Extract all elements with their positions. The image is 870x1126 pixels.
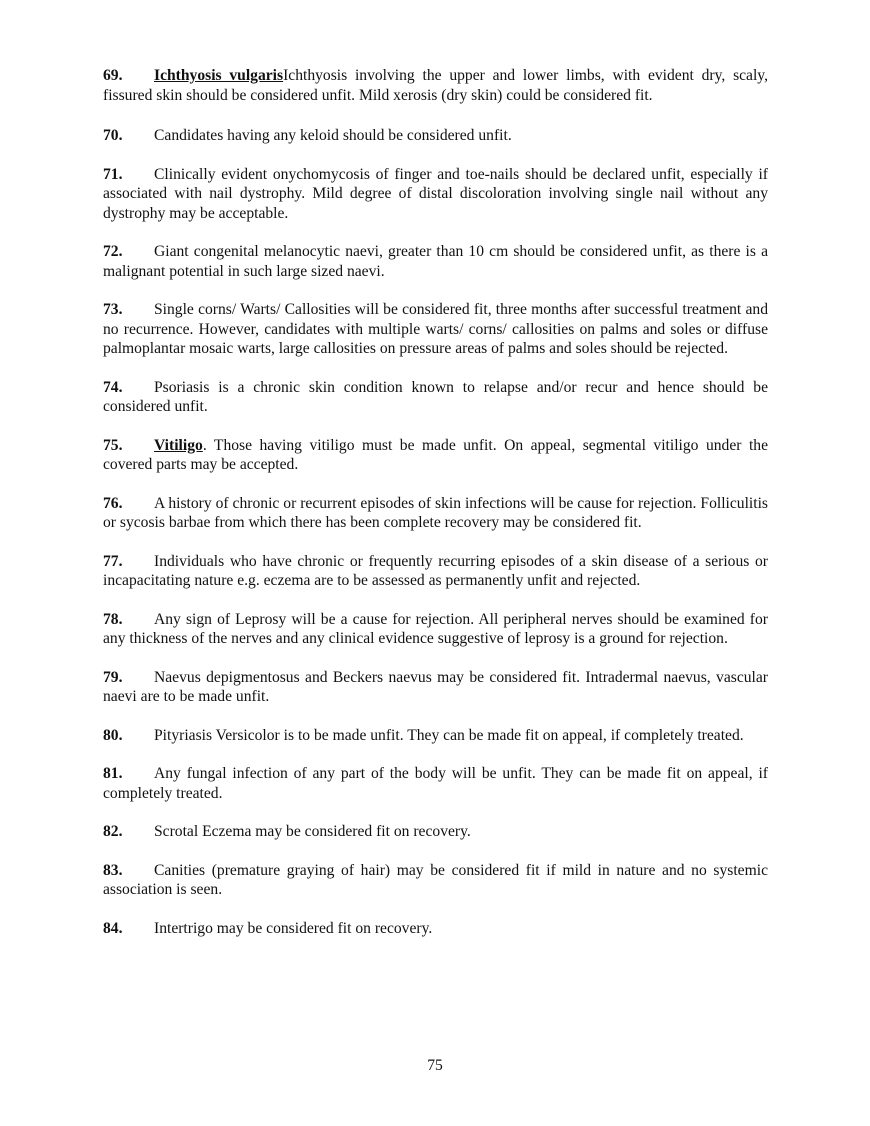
paragraph-text: Scrotal Eczema may be considered fit on recovery. bbox=[154, 823, 471, 840]
paragraph-80 bbox=[103, 726, 768, 746]
paragraph-text: Ichthyosis involving the upper and lower limbs, with evident dry, scaly, fissured skin should be considered unfit. Mild xerosis (dry skin) could be considered fit. bbox=[103, 67, 768, 104]
paragraph-78 bbox=[103, 610, 768, 649]
paragraph-number: 84. bbox=[103, 919, 123, 937]
paragraph-72 bbox=[103, 242, 768, 281]
paragraph-number: 77. bbox=[103, 552, 123, 570]
paragraph-number: 75. bbox=[103, 436, 123, 454]
paragraph-number: 72. bbox=[103, 243, 123, 260]
paragraph-73 bbox=[103, 300, 768, 359]
paragraph-text: Individuals who have chronic or frequently recurring episodes of a skin disease of a serious or incapacitating nature e.g. eczema are to be assessed as permanently unfit and rejected. bbox=[103, 552, 768, 589]
paragraph-70 bbox=[103, 126, 768, 146]
paragraph-number: 74. bbox=[103, 378, 123, 396]
paragraph-number: 69. bbox=[103, 67, 123, 84]
paragraph-number: 73. bbox=[103, 301, 123, 318]
paragraph-69 bbox=[103, 66, 768, 105]
document-body bbox=[103, 66, 768, 957]
paragraph-text: Intertrigo may be considered fit on recovery. bbox=[154, 919, 433, 937]
page-number: 75 bbox=[427, 1057, 443, 1074]
paragraph-74 bbox=[103, 378, 768, 417]
paragraph-71 bbox=[103, 165, 768, 224]
paragraph-text: . Those having vitiligo must be made unfit. On appeal, segmental vitiligo under the covered parts may be accepted. bbox=[103, 436, 768, 473]
paragraph-76 bbox=[103, 494, 768, 533]
paragraph-number: 79. bbox=[103, 668, 123, 686]
paragraph-text: Clinically evident onychomycosis of finger and toe-nails should be declared unfit, especially if associated with nail dystrophy. Mild degree of distal discoloration involving single nail without any dystrophy may be acceptable. bbox=[103, 165, 768, 222]
paragraph-text: A history of chronic or recurrent episodes of skin infections will be cause for rejection. Folliculitis or sycosis barbae from which there has been complete recovery may be considered fit. bbox=[103, 494, 768, 531]
paragraph-number: 78. bbox=[103, 610, 123, 628]
paragraph-text: Psoriasis is a chronic skin condition known to relapse and/or recur and hence should be considered unfit. bbox=[103, 378, 768, 415]
paragraph-number: 76. bbox=[103, 494, 123, 512]
term-heading: Vitiligo bbox=[154, 436, 203, 454]
paragraph-number: 81. bbox=[103, 765, 123, 782]
paragraph-text: Naevus depigmentosus and Beckers naevus may be considered fit. Intradermal naevus, vascular naevi are to be made unfit. bbox=[103, 668, 768, 705]
paragraph-77 bbox=[103, 552, 768, 591]
paragraph-82 bbox=[103, 822, 768, 842]
paragraph-81 bbox=[103, 764, 768, 803]
paragraph-number: 83. bbox=[103, 861, 123, 879]
paragraph-number: 82. bbox=[103, 823, 123, 840]
paragraph-84 bbox=[103, 919, 768, 939]
paragraph-number: 71. bbox=[103, 165, 123, 183]
paragraph-text: Pityriasis Versicolor is to be made unfit. They can be made fit on appeal, if completely treated. bbox=[154, 726, 744, 744]
paragraph-text: Single corns/ Warts/ Callosities will be considered fit, three months after successful treatment and no recurrence. However, candidates with multiple warts/ corns/ callosities on palms and soles or diffuse palmoplantar mosaic warts, large callosities on pressure areas of palms and soles should be rejected. bbox=[103, 301, 768, 357]
paragraph-text: Candidates having any keloid should be considered unfit. bbox=[154, 127, 512, 144]
paragraph-text: Any fungal infection of any part of the body will be unfit. They can be made fit on appeal, if completely treated. bbox=[103, 765, 768, 802]
paragraph-number: 70. bbox=[103, 127, 123, 144]
paragraph-75 bbox=[103, 436, 768, 475]
paragraph-text: Any sign of Leprosy will be a cause for rejection. All peripheral nerves should be examined for any thickness of the nerves and any clinical evidence suggestive of leprosy is a ground for rejection. bbox=[103, 610, 768, 647]
paragraph-text: Canities (premature graying of hair) may be considered fit if mild in nature and no systemic association is seen. bbox=[103, 861, 768, 898]
paragraph-79 bbox=[103, 668, 768, 707]
paragraph-number: 80. bbox=[103, 726, 123, 744]
term-heading: Ichthyosis vulgaris bbox=[154, 67, 284, 84]
paragraph-text: Giant congenital melanocytic naevi, greater than 10 cm should be considered unfit, as there is a malignant potential in such large sized naevi. bbox=[103, 243, 768, 280]
paragraph-83 bbox=[103, 861, 768, 900]
